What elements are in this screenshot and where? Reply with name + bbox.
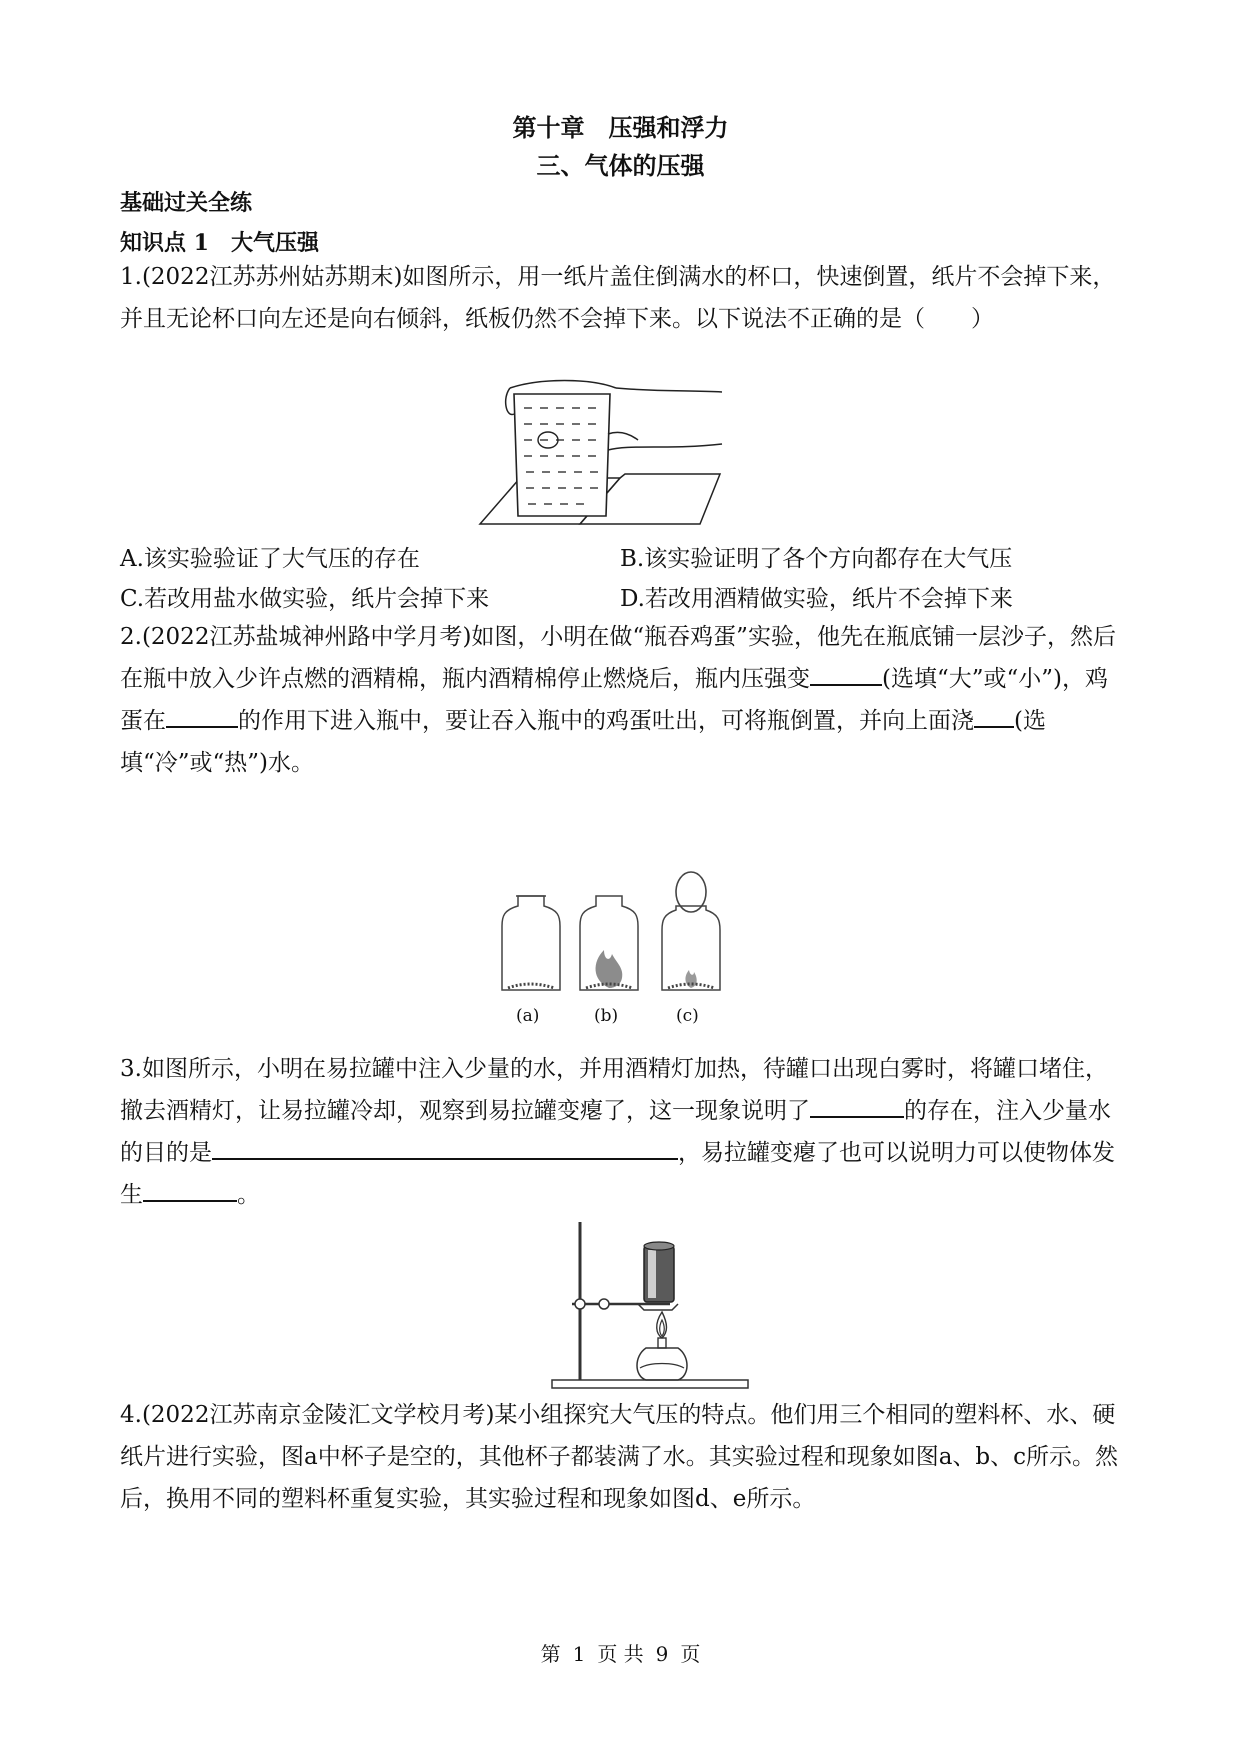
q3-text-part2: 的存在，注入少量水的目的是 [120, 1098, 1111, 1166]
q2-text-part3: 的作用下进入瓶中，要让吞入瓶中的鸡蛋吐出，可将瓶倒置，并向上面浇 [238, 708, 974, 734]
q3-text-part3: ，易拉罐变瘪了也可以说明力可以使物体发生 [120, 1140, 1115, 1208]
bottle-egg-figure [500, 870, 730, 1005]
footer-middle: 页 共 [597, 1642, 644, 1666]
practice-heading: 基础过关全练 [120, 190, 253, 216]
q2-blank-1[interactable] [810, 664, 882, 686]
label-b: (b) [594, 1006, 619, 1026]
flame-b-icon [596, 950, 623, 988]
total-pages: 9 [655, 1642, 669, 1666]
q3-blank-2[interactable] [212, 1138, 678, 1160]
knowledge-point-heading: 知识点 1 大气压强 [120, 230, 319, 256]
q2-blank-3[interactable] [974, 706, 1014, 728]
inverted-cup-figure [470, 378, 760, 530]
q1-option-d: D.若改用酒精做实验，纸片不会掉下来 [620, 586, 1013, 612]
flame-c-icon [685, 970, 696, 988]
q3-blank-3[interactable] [143, 1180, 237, 1202]
question-4-stem: 4.(2022江苏南京金陵汇文学校月考)某小组探究大气压的特点。他们用三个相同的塑料杯、水、硬纸片进行实验，图a中杯子是空的，其他杯子都装满了水。其实验过程和现象如图a、b、c所示。然后，换用不同的塑料杯重复实验，其实验过程和现象如图d、e所示。 [120, 1402, 1119, 1512]
alcohol-lamp-icon [637, 1312, 687, 1380]
q2-blank-2[interactable] [166, 706, 238, 728]
label-c: (c) [676, 1006, 699, 1026]
bottle-a-icon [502, 896, 560, 990]
q3-blank-1[interactable] [810, 1096, 904, 1118]
aluminum-can-icon [644, 1242, 674, 1302]
q2-text-part4: (选填“冷”或“热”)水。 [120, 708, 1046, 776]
question-2-stem [120, 616, 1130, 784]
q2-text-part2: (选填“大”或“小”)，鸡蛋在 [120, 666, 1108, 734]
chapter-title: 第十章 压强和浮力 [512, 113, 729, 142]
can-heating-figure [550, 1220, 750, 1390]
q3-text-part1: 3.如图所示，小明在易拉罐中注入少量的水，并用酒精灯加热，待罐口出现白雾时，将罐口堵住，撤去酒精灯，让易拉罐冷却，观察到易拉罐变瘪了，这一现象说明了 [120, 1056, 1108, 1124]
q1-option-c: C.若改用盐水做实验，纸片会掉下来 [120, 586, 490, 612]
label-a: (a) [516, 1006, 540, 1026]
question-1-stem: 1.(2022江苏苏州姑苏期末)如图所示，用一纸片盖住倒满水的杯口，快速倒置，纸片不会掉下来，并且无论杯口向左还是向右倾斜，纸板仍然不会掉下来。以下说法不正确的是（ ） [120, 264, 1116, 332]
q3-text-part4: 。 [237, 1182, 260, 1208]
footer-suffix: 页 [680, 1642, 701, 1666]
q1-option-a: A.该实验验证了大气压的存在 [120, 546, 420, 572]
footer-prefix: 第 [540, 1642, 561, 1666]
q1-option-b: B.该实验证明了各个方向都存在大气压 [620, 546, 1013, 572]
page-footer [0, 1638, 1241, 1667]
q2-text-part1: 2.(2022江苏盐城神州路中学月考)如图，小明在做“瓶吞鸡蛋”实验，他先在瓶底铺一层沙子，然后在瓶中放入少许点燃的酒精棉，瓶内酒精棉停止燃烧后，瓶内压强变 [120, 624, 1116, 692]
page-number: 1 [572, 1642, 586, 1666]
section-title: 三、气体的压强 [536, 151, 705, 180]
question-3-stem [120, 1048, 1130, 1216]
